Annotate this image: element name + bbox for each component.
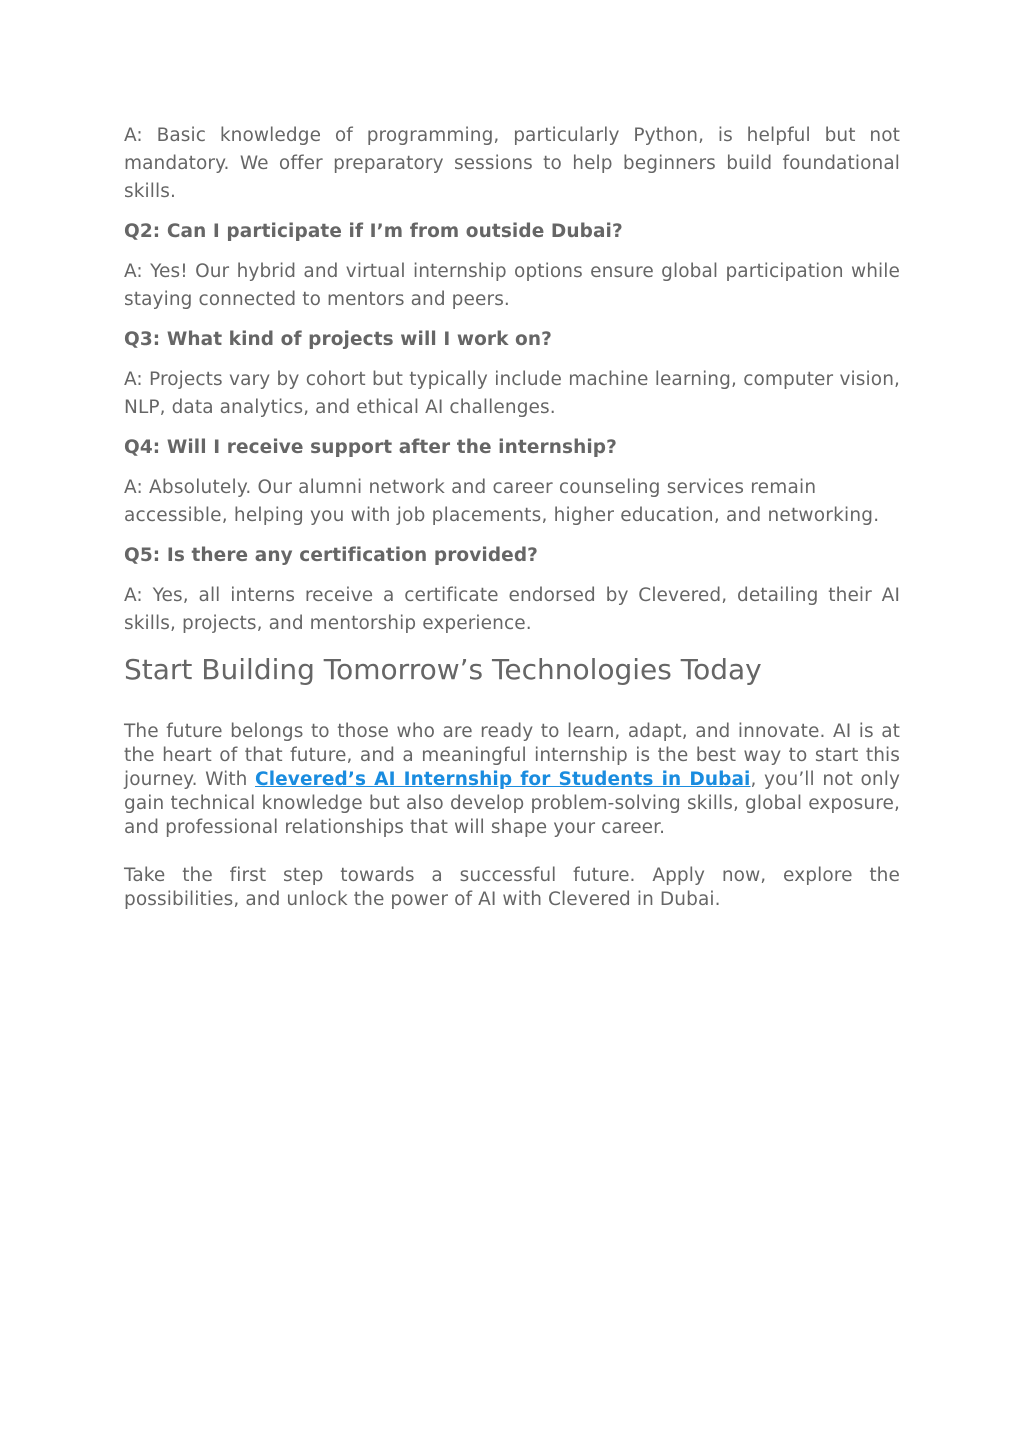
closing-paragraph bbox=[124, 720, 900, 840]
faq-question-2: Q2: Can I participate if I’m from outside Dubai? bbox=[124, 221, 623, 242]
faq-answer-3: A: Projects vary by cohort but typically include machine learning, computer vision, NLP, data analytics, and ethical AI challenges. bbox=[124, 369, 900, 418]
faq-question-5: Q5: Is there any certification provided? bbox=[124, 545, 539, 566]
paragraph-text: The future belongs to those who are ready to learn, adapt, and innovate. AI is at the heart of that future, and a meaningful internship is the best way to start this journey. With bbox=[124, 721, 900, 790]
internship-link[interactable]: Clevered’s AI Internship for Students in Dubai bbox=[255, 769, 751, 790]
document-content bbox=[124, 122, 900, 936]
faq-question-3: Q3: What kind of projects will I work on? bbox=[124, 329, 552, 350]
faq-answer-2: A: Yes! Our hybrid and virtual internship options ensure global participation while staying connected to mentors and peers. bbox=[124, 261, 900, 310]
faq-answer-4: A: Absolutely. Our alumni network and career counseling services remain accessible, helping you with job placements, higher education, and networking. bbox=[124, 477, 880, 526]
section-heading: Start Building Tomorrow’s Technologies Today bbox=[124, 653, 762, 686]
call-to-action-paragraph: Take the first step towards a successful future. Apply now, explore the possibilities, and unlock the power of AI with Clevered in Dubai. bbox=[124, 865, 900, 910]
faq-answer-1: A: Basic knowledge of programming, particularly Python, is helpful but not mandatory. We offer preparatory sessions to help beginners build foundational skills. bbox=[124, 125, 900, 202]
faq-question-4: Q4: Will I receive support after the internship? bbox=[124, 437, 617, 458]
paragraph-text: , you’ll not only gain technical knowledge but also develop problem-solving skills, global exposure, and professional relationships that will shape your career. bbox=[124, 769, 900, 838]
faq-answer-5: A: Yes, all interns receive a certificate endorsed by Clevered, detailing their AI skills, projects, and mentorship experience. bbox=[124, 585, 900, 634]
